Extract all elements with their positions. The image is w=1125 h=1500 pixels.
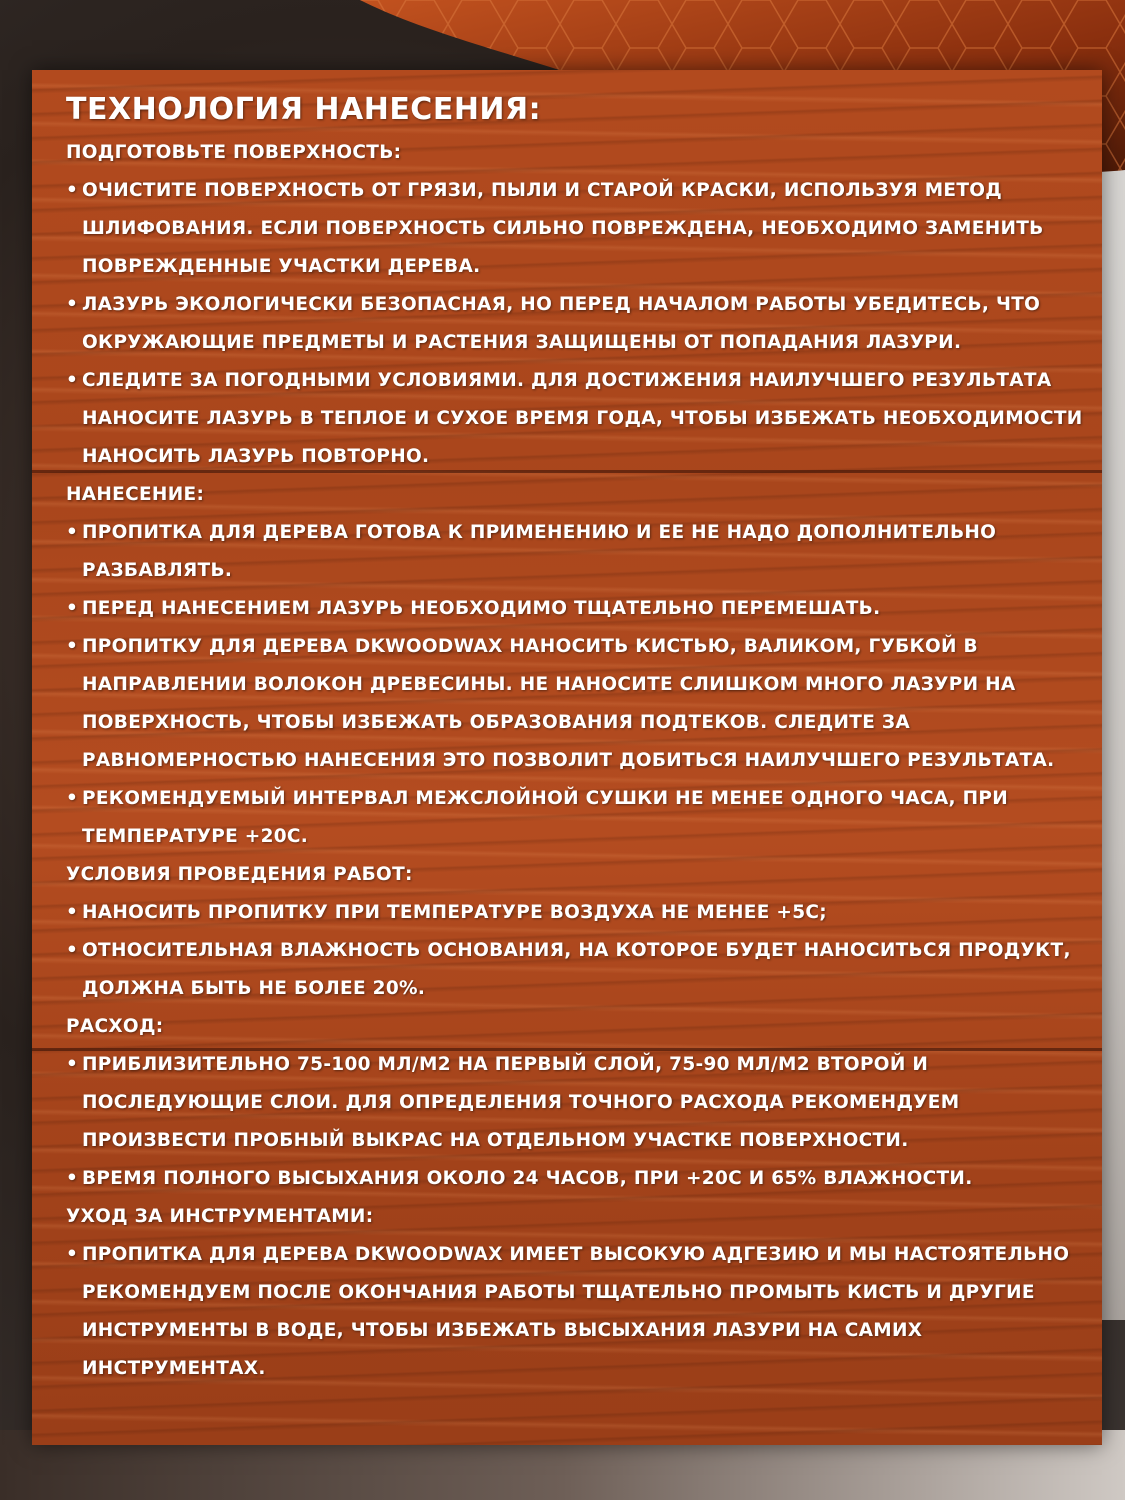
list-item: • ВРЕМЯ ПОЛНОГО ВЫСЫХАНИЯ ОКОЛО 24 ЧАСОВ, ПРИ +20С И 65% ВЛАЖНОСТИ. [66, 1160, 1086, 1198]
list-item: • ПРОПИТКУ ДЛЯ ДЕРЕВА DKWOODWAX НАНОСИТЬ КИСТЬЮ, ВАЛИКОМ, ГУБКОЙ В НАПРАВЛЕНИИ ВОЛОКОН ДРЕВЕСИНЫ. НЕ НАНОСИТЕ СЛИШКОМ МНОГО ЛАЗУРИ НА ПОВЕРХНОСТЬ, ЧТОБЫ ИЗБЕЖАТЬ ОБРАЗОВАНИЯ ПОДТЕКОВ. СЛЕДИТЕ ЗА РАВНОМЕРНОСТЬЮ НАНЕСЕНИЯ ЭТО ПОЗВОЛИТ ДОБИТЬСЯ НАИЛУЧШЕГО РЕЗУЛЬТАТА. [66, 628, 1086, 780]
list-item: • ПЕРЕД НАНЕСЕНИЕМ ЛАЗУРЬ НЕОБХОДИМО ТЩАТЕЛЬНО ПЕРЕМЕШАТЬ. [66, 590, 1086, 628]
list-item: • ПРОПИТКА ДЛЯ ДЕРЕВА DKWOODWAX ИМЕЕТ ВЫСОКУЮ АДГЕЗИЮ И МЫ НАСТОЯТЕЛЬНО РЕКОМЕНДУЕМ ПОСЛЕ ОКОНЧАНИЯ РАБОТЫ ТЩАТЕЛЬНО ПРОМЫТЬ КИСТЬ И ДРУГИЕ ИНСТРУМЕНТЫ В ВОДЕ, ЧТОБЫ ИЗБЕЖАТЬ ВЫСЫХАНИЯ ЛАЗУРИ НА САМИХ ИНСТРУМЕНТАХ. [66, 1236, 1086, 1388]
list-item: • РЕКОМЕНДУЕМЫЙ ИНТЕРВАЛ МЕЖСЛОЙНОЙ СУШКИ НЕ МЕНЕЕ ОДНОГО ЧАСА, ПРИ ТЕМПЕРАТУРЕ +20С. [66, 780, 1086, 856]
section-heading-preparation: ПОДГОТОВЬТЕ ПОВЕРХНОСТЬ: [66, 142, 402, 163]
consumption-list [66, 1046, 1086, 1198]
application-list [66, 514, 1086, 856]
preparation-list [66, 172, 1086, 476]
section-heading-application: НАНЕСЕНИЕ: [66, 484, 205, 505]
list-item: • ОТНОСИТЕЛЬНАЯ ВЛАЖНОСТЬ ОСНОВАНИЯ, НА КОТОРОЕ БУДЕТ НАНОСИТЬСЯ ПРОДУКТ, ДОЛЖНА БЫТЬ НЕ БОЛЕЕ 20%. [66, 932, 1086, 1008]
conditions-list [66, 894, 1086, 1008]
page-title: ТЕХНОЛОГИЯ НАНЕСЕНИЯ: [66, 92, 542, 127]
list-item: • ПРОПИТКА ДЛЯ ДЕРЕВА ГОТОВА К ПРИМЕНЕНИЮ И ЕЕ НЕ НАДО ДОПОЛНИТЕЛЬНО РАЗБАВЛЯТЬ. [66, 514, 1086, 590]
instructions-content [66, 92, 1086, 1388]
section-heading-conditions: УСЛОВИЯ ПРОВЕДЕНИЯ РАБОТ: [66, 864, 413, 885]
wood-text-panel [32, 70, 1102, 1445]
tool-care-list [66, 1236, 1086, 1388]
section-heading-tool-care: УХОД ЗА ИНСТРУМЕНТАМИ: [66, 1206, 374, 1227]
list-item: • ЛАЗУРЬ ЭКОЛОГИЧЕСКИ БЕЗОПАСНАЯ, НО ПЕРЕД НАЧАЛОМ РАБОТЫ УБЕДИТЕСЬ, ЧТО ОКРУЖАЮЩИЕ ПРЕДМЕТЫ И РАСТЕНИЯ ЗАЩИЩЕНЫ ОТ ПОПАДАНИЯ ЛАЗУРИ. [66, 286, 1086, 362]
section-heading-consumption: РАСХОД: [66, 1016, 164, 1037]
list-item: • СЛЕДИТЕ ЗА ПОГОДНЫМИ УСЛОВИЯМИ. ДЛЯ ДОСТИЖЕНИЯ НАИЛУЧШЕГО РЕЗУЛЬТАТА НАНОСИТЕ ЛАЗУРЬ В ТЕПЛОЕ И СУХОЕ ВРЕМЯ ГОДА, ЧТОБЫ ИЗБЕЖАТЬ НЕОБХОДИМОСТИ НАНОСИТЬ ЛАЗУРЬ ПОВТОРНО. [66, 362, 1086, 476]
list-item: • ПРИБЛИЗИТЕЛЬНО 75-100 МЛ/М2 НА ПЕРВЫЙ СЛОЙ, 75-90 МЛ/М2 ВТОРОЙ И ПОСЛЕДУЮЩИЕ СЛОИ. ДЛЯ ОПРЕДЕЛЕНИЯ ТОЧНОГО РАСХОДА РЕКОМЕНДУЕМ ПРОИЗВЕСТИ ПРОБНЫЙ ВЫКРАС НА ОТДЕЛЬНОМ УЧАСТКЕ ПОВЕРХНОСТИ. [66, 1046, 1086, 1160]
list-item: • НАНОСИТЬ ПРОПИТКУ ПРИ ТЕМПЕРАТУРЕ ВОЗДУХА НЕ МЕНЕЕ +5С; [66, 894, 1086, 932]
list-item: • ОЧИСТИТЕ ПОВЕРХНОСТЬ ОТ ГРЯЗИ, ПЫЛИ И СТАРОЙ КРАСКИ, ИСПОЛЬЗУЯ МЕТОД ШЛИФОВАНИЯ. ЕСЛИ ПОВЕРХНОСТЬ СИЛЬНО ПОВРЕЖДЕНА, НЕОБХОДИМО ЗАМЕНИТЬ ПОВРЕЖДЕННЫЕ УЧАСТКИ ДЕРЕВА. [66, 172, 1086, 286]
